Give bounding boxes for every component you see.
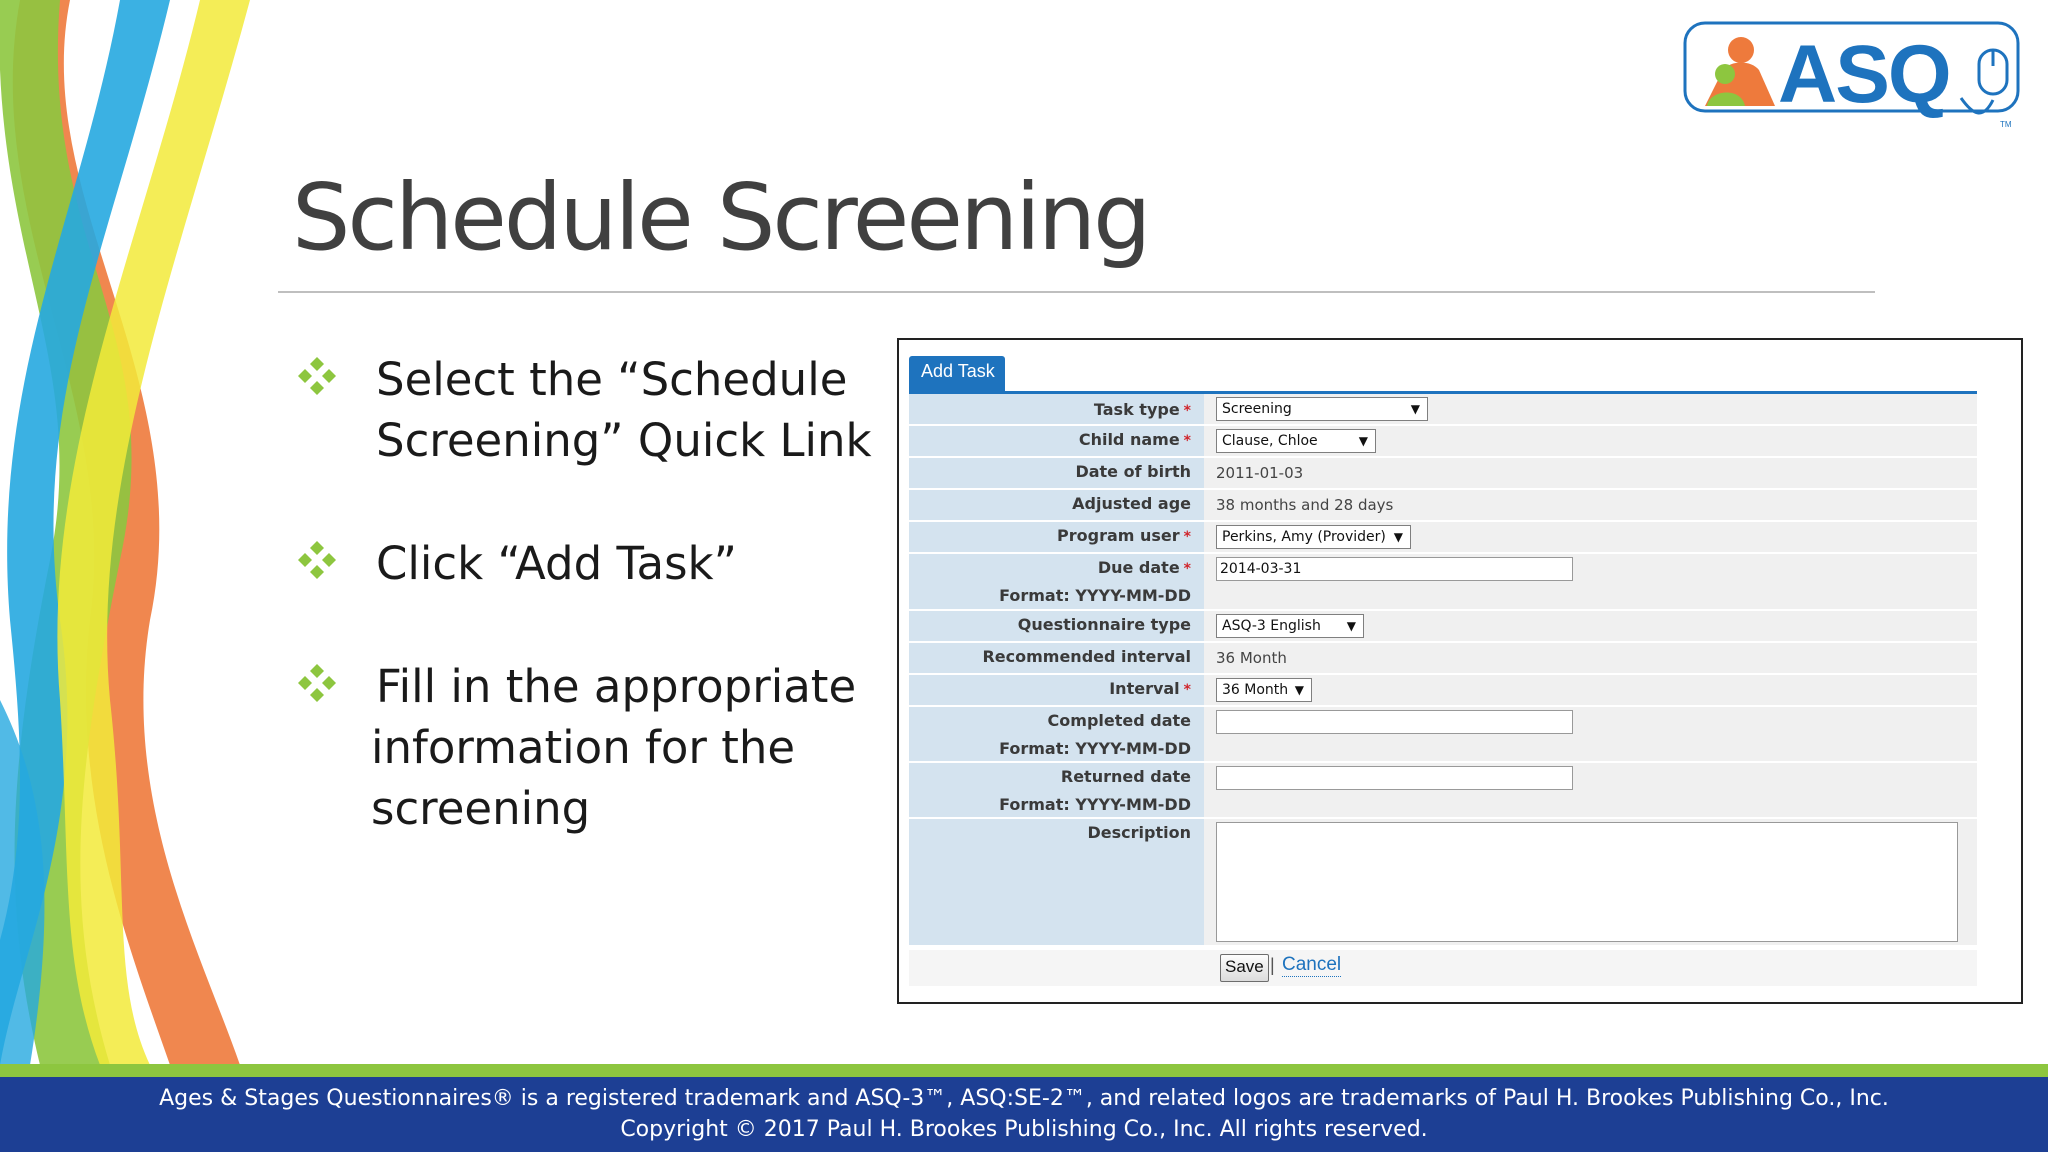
adjusted-age-label: Adjusted age bbox=[1072, 494, 1191, 513]
row-due-date bbox=[909, 554, 1977, 611]
bullet-line: Select the “Schedule bbox=[376, 353, 848, 406]
recommended-interval-value: 36 Month bbox=[1216, 649, 1287, 667]
dropdown-arrow-icon: ▼ bbox=[1346, 619, 1356, 633]
task-type-select[interactable] bbox=[1216, 397, 1428, 421]
completed-date-label: Completed date bbox=[1047, 711, 1191, 730]
returned-date-label: Returned date bbox=[1060, 767, 1191, 786]
completed-date-format-hint: Format: YYYY-MM-DD bbox=[999, 739, 1191, 758]
due-date-label: Due date bbox=[1097, 558, 1180, 577]
bullet-line: Screening” Quick Link bbox=[376, 414, 872, 467]
cancel-link[interactable]: Cancel bbox=[1282, 954, 1342, 975]
questionnaire-type-select[interactable] bbox=[1216, 614, 1364, 638]
form-actions-row bbox=[909, 950, 1977, 986]
decorative-ribbons bbox=[0, 0, 260, 1065]
title-divider bbox=[278, 291, 1875, 293]
required-mark: * bbox=[1183, 682, 1191, 698]
tab-add-task[interactable]: Add Task bbox=[909, 356, 1005, 392]
footer-green-stripe bbox=[0, 1064, 2048, 1077]
four-diamond-bullet-icon bbox=[296, 355, 338, 397]
dropdown-arrow-icon: ▼ bbox=[1393, 530, 1403, 544]
program-user-label: Program user bbox=[1057, 526, 1180, 545]
task-type-value: Screening bbox=[1222, 401, 1292, 417]
interval-select[interactable] bbox=[1216, 678, 1312, 702]
row-program-user bbox=[909, 522, 1977, 554]
row-completed-date bbox=[909, 707, 1977, 763]
four-diamond-bullet-icon bbox=[296, 662, 338, 704]
footer-trademark-text: Ages & Stages Questionnaires® is a registered trademark and ASQ-3™, ASQ:SE-2™, and related logos are trademarks of Paul H. Brookes Publishing Co., Inc. bbox=[159, 1086, 1889, 1111]
logo-trademark: TM bbox=[2000, 120, 2012, 129]
logo-text: ASQ bbox=[1778, 29, 1950, 120]
adjusted-age-value: 38 months and 28 days bbox=[1216, 496, 1394, 514]
row-task-type bbox=[909, 394, 1977, 426]
returned-date-input[interactable] bbox=[1216, 766, 1573, 790]
description-label: Description bbox=[1087, 823, 1191, 842]
due-date-input[interactable] bbox=[1216, 557, 1573, 581]
asq-logo bbox=[1683, 20, 2025, 132]
four-diamond-bullet-icon bbox=[296, 539, 338, 581]
questionnaire-type-value: ASQ-3 English bbox=[1222, 618, 1321, 634]
dropdown-arrow-icon: ▼ bbox=[1358, 434, 1368, 448]
interval-label: Interval bbox=[1109, 679, 1180, 698]
row-interval bbox=[909, 675, 1977, 707]
due-date-format-hint: Format: YYYY-MM-DD bbox=[999, 586, 1191, 605]
action-separator: | bbox=[1270, 955, 1275, 975]
program-user-value: Perkins, Amy (Provider) bbox=[1222, 529, 1386, 545]
date-of-birth-label: Date of birth bbox=[1075, 462, 1191, 481]
dropdown-arrow-icon: ▼ bbox=[1294, 683, 1304, 697]
required-mark: * bbox=[1183, 529, 1191, 545]
row-returned-date bbox=[909, 763, 1977, 819]
bullet-line: Click “Add Task” bbox=[376, 537, 737, 590]
row-recommended-interval bbox=[909, 643, 1977, 675]
row-date-of-birth bbox=[909, 458, 1977, 490]
required-mark: * bbox=[1183, 403, 1191, 419]
child-name-value: Clause, Chloe bbox=[1222, 433, 1318, 449]
save-button[interactable]: Save bbox=[1220, 954, 1269, 982]
bullet-line: information for the bbox=[371, 721, 796, 774]
row-questionnaire-type bbox=[909, 611, 1977, 643]
row-description bbox=[909, 819, 1977, 947]
description-textarea[interactable] bbox=[1216, 822, 1958, 942]
returned-date-format-hint: Format: YYYY-MM-DD bbox=[999, 795, 1191, 814]
child-name-label: Child name bbox=[1078, 430, 1180, 449]
row-child-name bbox=[909, 426, 1977, 458]
slide-title: Schedule Screening bbox=[292, 164, 1149, 271]
recommended-interval-label: Recommended interval bbox=[982, 647, 1191, 666]
dropdown-arrow-icon: ▼ bbox=[1410, 402, 1420, 416]
bullet-line: Fill in the appropriate bbox=[376, 660, 857, 713]
required-mark: * bbox=[1183, 433, 1191, 449]
child-name-select[interactable] bbox=[1216, 429, 1376, 453]
task-type-label: Task type bbox=[1093, 400, 1180, 419]
add-task-form bbox=[909, 394, 1977, 947]
program-user-select[interactable] bbox=[1216, 525, 1411, 549]
interval-value: 36 Month bbox=[1222, 682, 1289, 698]
footer bbox=[0, 1077, 2048, 1152]
date-of-birth-value: 2011-01-03 bbox=[1216, 464, 1304, 482]
required-mark: * bbox=[1183, 561, 1191, 577]
row-adjusted-age bbox=[909, 490, 1977, 522]
due-date-value: 2014-03-31 bbox=[1220, 561, 1302, 577]
completed-date-input[interactable] bbox=[1216, 710, 1573, 734]
questionnaire-type-label: Questionnaire type bbox=[1017, 615, 1191, 634]
footer-copyright-text: Copyright © 2017 Paul H. Brookes Publishing Co., Inc. All rights reserved. bbox=[620, 1117, 1428, 1142]
bullet-line: screening bbox=[371, 782, 591, 835]
